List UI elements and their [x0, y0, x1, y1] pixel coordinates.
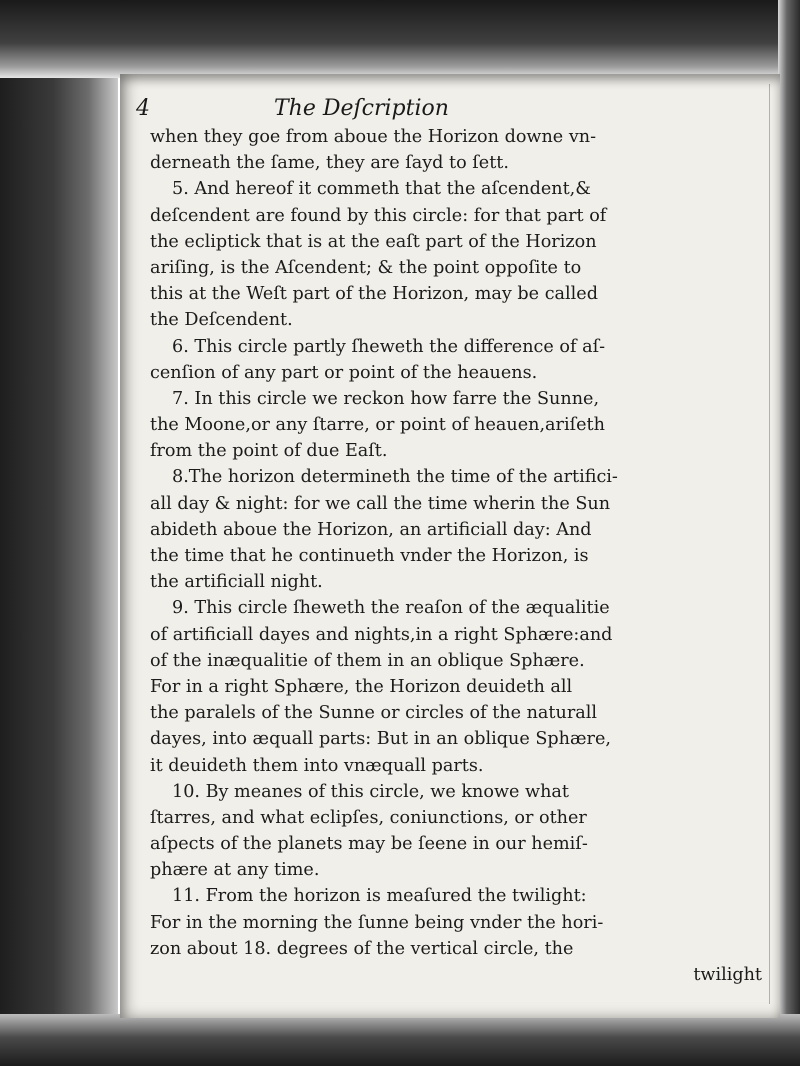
text-line: ſtarres, and what eclipſes, coniunctions, or other [150, 807, 587, 828]
text-line: 5. And hereof it commeth that the aſcendent,& [172, 179, 591, 200]
text-line: this at the Weſt part of the Horizon, may be called [150, 284, 598, 305]
scan-border-bottom [0, 1014, 800, 1066]
text-line: 7. In this circle we reckon how farre the Sunne, [172, 388, 600, 409]
text-line: all day & night: for we call the time wherin the Sun [150, 493, 611, 514]
text-line: zon about 18. degrees of the vertical circle, the [150, 938, 574, 959]
text-line: For in a right Sphære, the Horizon deuideth all [150, 676, 573, 697]
text-line: the Deſcendent. [150, 310, 293, 331]
text-line: of the inæqualitie of them in an oblique Sphære. [150, 650, 585, 671]
text-line: abideth aboue the Horizon, an artificiall day: And [150, 519, 592, 540]
text-line: the artificiall night. [150, 572, 323, 593]
text-line: the time that he continueth vnder the Horizon, is [150, 546, 589, 566]
text-line: from the point of due Eaſt. [150, 441, 388, 462]
text-line: the paralels of the Sunne or circles of the naturall [150, 703, 597, 724]
text-line: the Moone,or any ſtarre, or point of heauen,ariſeth [150, 415, 605, 436]
body-text [150, 124, 772, 988]
catchword: twilight [693, 965, 762, 985]
text-line: For in the morning the ſunne being vnder the hori- [150, 912, 604, 933]
text-line: the ecliptick that is at the eaſt part of the Horizon [150, 231, 597, 252]
page-number: 4 [136, 96, 150, 121]
running-title: The Deſcription [274, 96, 449, 121]
text-line: 8.The horizon determineth the time of the artifici- [172, 467, 618, 488]
text-line: 6. This circle partly ſheweth the difference of aſ- [172, 336, 606, 357]
text-line: aſpects of the planets may be ſeene in our hemiſ- [150, 834, 588, 855]
text-line: deſcendent are found by this circle: for that part of [150, 205, 607, 226]
text-line: when they goe from aboue the Horizon downe vn- [150, 127, 597, 147]
text-line: of artificiall dayes and nights,in a right Sphære:and [150, 624, 613, 645]
text-line: phære at any time. [150, 860, 320, 881]
text-line: derneath the ſame, they are ſayd to ſett. [150, 153, 509, 174]
text-line: dayes, into æquall parts: But in an oblique Sphære, [150, 729, 611, 750]
text-line: 11. From the horizon is meaſured the twilight: [172, 886, 587, 907]
text-line: ariſing, is the Aſcendent; & the point oppoſite to [150, 257, 582, 278]
scan-border-left [0, 0, 118, 1066]
text-line: 10. By meanes of this circle, we knowe what [172, 781, 569, 802]
scan-border-right [778, 0, 800, 1066]
text-line: 9. This circle ſheweth the reaſon of the æqualitie [172, 598, 610, 619]
scan-border-top [0, 0, 800, 78]
text-line: it deuideth them into vnæquall parts. [150, 755, 484, 776]
text-line: cenſion of any part or point of the heauens. [150, 362, 538, 383]
